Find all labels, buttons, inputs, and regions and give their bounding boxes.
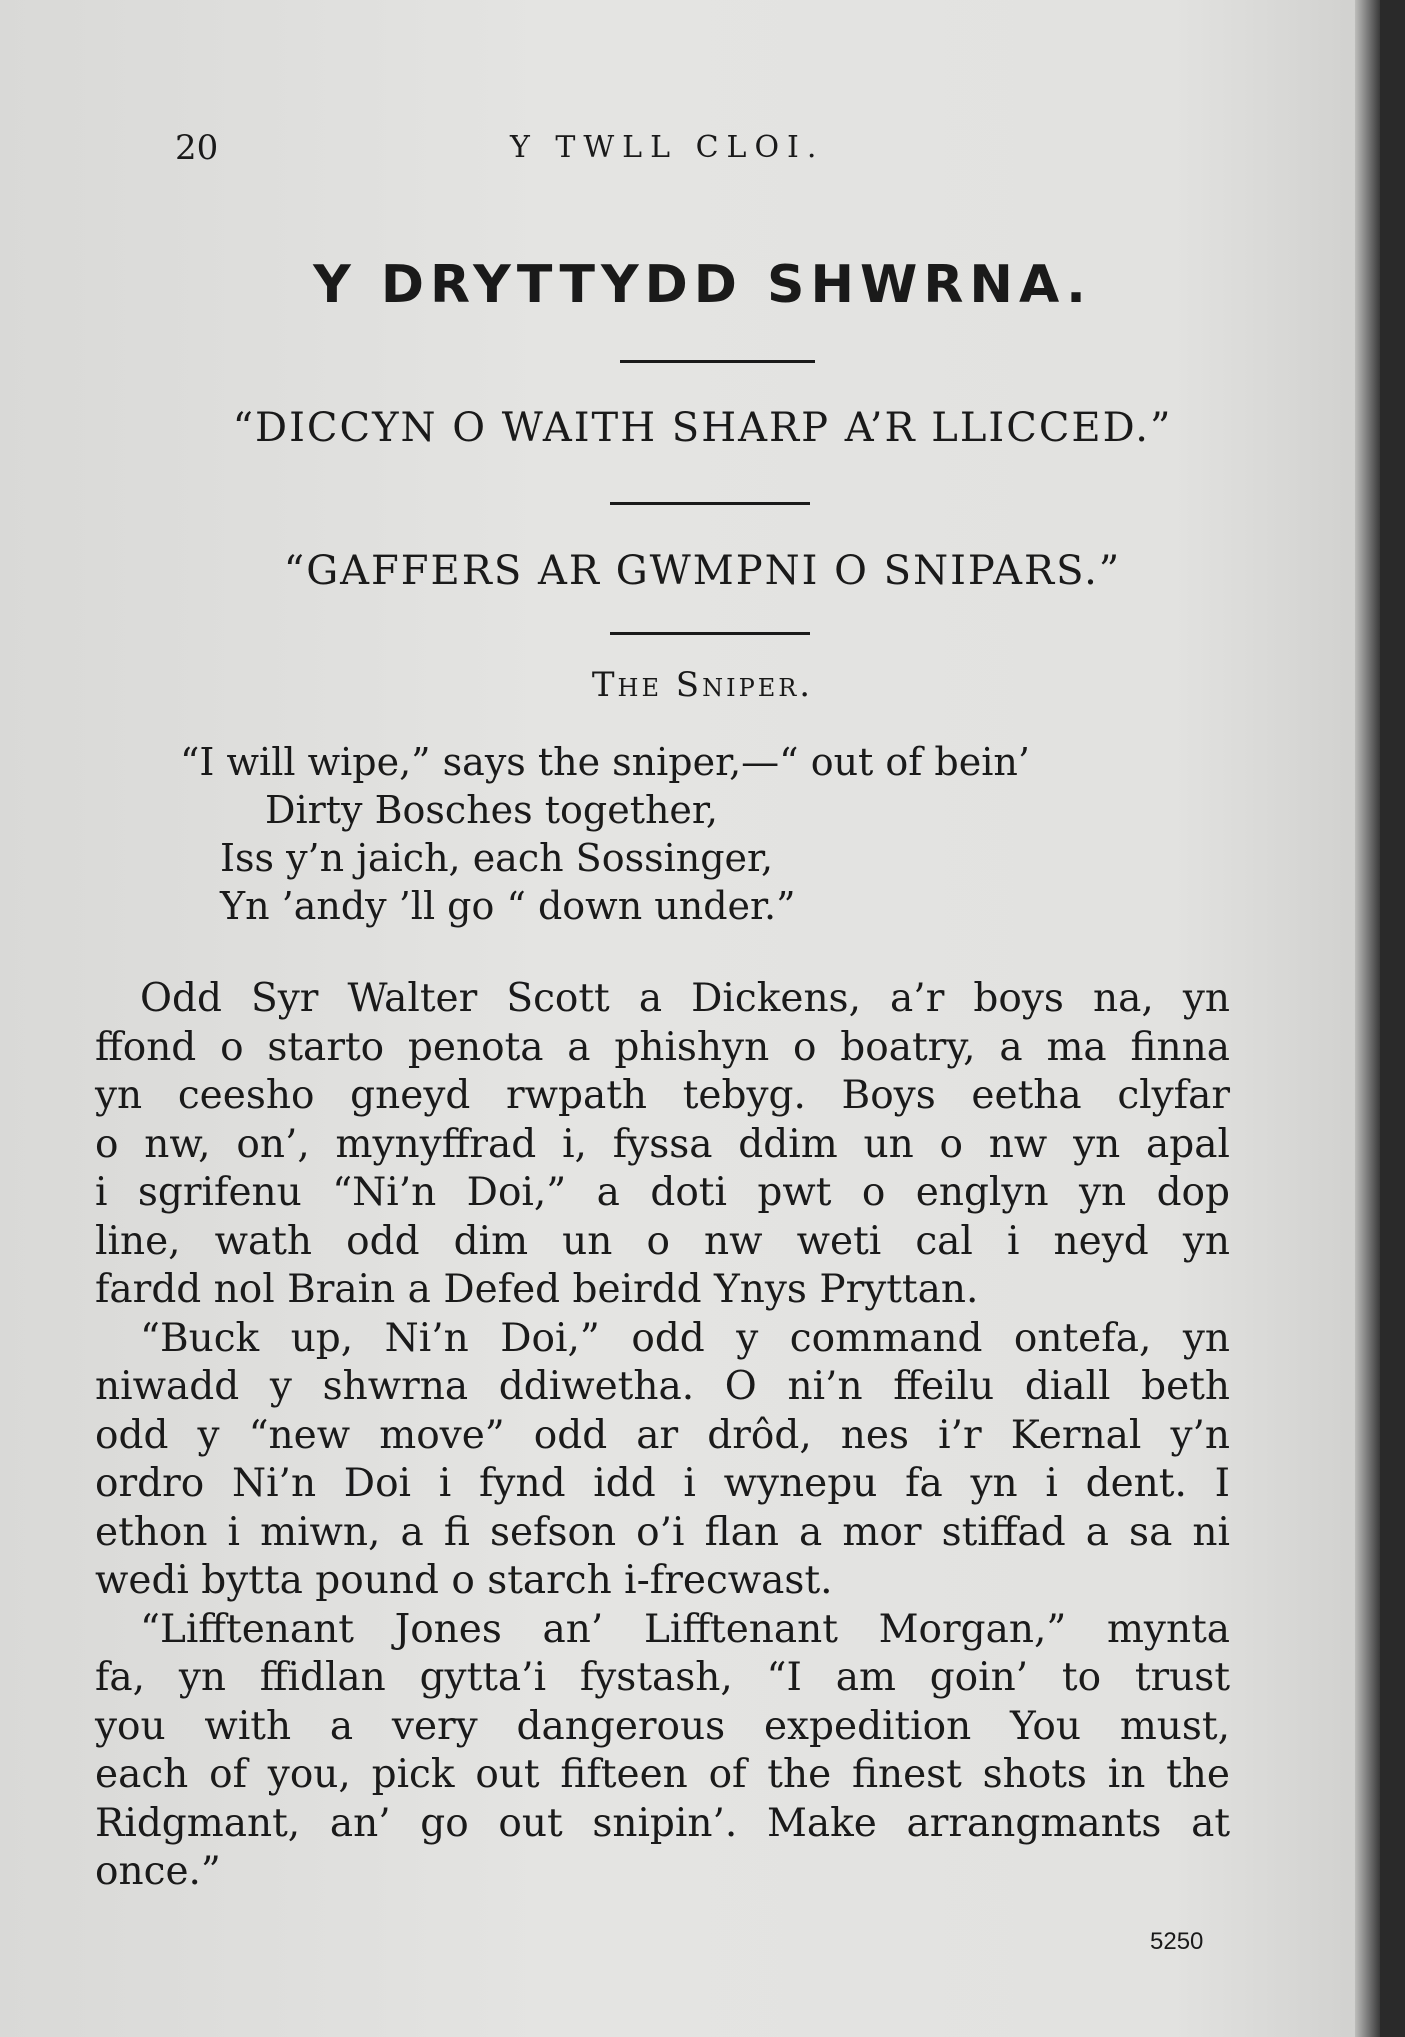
epigraph-quote-2: “GAFFERS AR GWMPNI O SNIPARS.” — [283, 548, 1122, 594]
text-line: ethon i miwn, a fi sefson o’i flan a mor stiffad a sa ni — [95, 1509, 1230, 1555]
paragraph — [95, 1315, 1230, 1606]
text-line: line, wath odd dim un o nw weti cal i neyd yn — [95, 1218, 1230, 1264]
text-line: fardd nol Brain a Defed beirdd Ynys Pryttan. — [95, 1267, 979, 1312]
text-line: Ridgmant, an’ go out snipin’. Make arrangmants at — [95, 1800, 1230, 1846]
text-line: fa, yn ffidlan gytta’i fystash, “I am goin’ to trust — [95, 1655, 1230, 1700]
divider-rule — [610, 502, 810, 505]
catalog-number: 5250 — [1150, 1928, 1204, 1955]
divider-rule — [620, 360, 815, 363]
text-line: ordro Ni’n Doi i fynd idd i wynepu fa yn i dent. I — [95, 1461, 1230, 1506]
page-number: 20 — [175, 128, 219, 168]
running-header — [175, 128, 1275, 178]
text-line: “Lifftenant Jones an’ Lifftenant Morgan,” mynta — [140, 1606, 1230, 1652]
poem-line: “I will wipe,” says the sniper,—“ out of bein’ — [180, 740, 1030, 784]
text-line: odd y “new move” odd ar drôd, nes i’r Kernal y’n — [95, 1412, 1230, 1458]
text-line: o nw, on’, mynyffrad i, fyssa ddim un o nw yn apal — [95, 1121, 1230, 1167]
text-line: once.” — [95, 1849, 221, 1894]
poem-line: Iss y’n jaich, each Sossinger, — [220, 836, 774, 880]
text-line: wedi bytta pound o starch i-frecwast. — [95, 1558, 833, 1603]
text-line: i sgrifenu “Ni’n Doi,” a doti pwt o englyn yn dop — [95, 1170, 1230, 1215]
text-line: each of you, pick out fifteen of the finest shots in the — [95, 1752, 1230, 1797]
text-line: yn ceesho gneyd rwpath tebyg. Boys eetha clyfar — [95, 1073, 1230, 1118]
text-line: “Buck up, Ni’n Doi,” odd y command ontefa, yn — [140, 1315, 1230, 1361]
chapter-title: Y DRYTTYDD SHWRNA. — [313, 255, 1092, 315]
text-line: Odd Syr Walter Scott a Dickens, a’r boys na, yn — [140, 976, 1230, 1021]
poem-line: Yn ’andy ’ll go “ down under.” — [220, 884, 796, 928]
text-line: ffond o starto penota a phishyn o boatry, a ma finna — [95, 1024, 1230, 1070]
poem — [180, 738, 1030, 930]
running-title: Y TWLL CLOI. — [510, 130, 825, 165]
poem-title: The Sniper. — [591, 665, 814, 705]
epigraph-quote-1: “DICCYN O WAITH SHARP A’R LLICCED.” — [232, 405, 1173, 451]
body-text — [95, 975, 1230, 1897]
text-line: you with a very dangerous expedition You must, — [95, 1703, 1230, 1749]
paragraph — [95, 1606, 1230, 1897]
text-line: niwadd y shwrna ddiwetha. O ni’n ffeilu diall beth — [95, 1364, 1230, 1409]
paragraph — [95, 975, 1230, 1315]
poem-line: Dirty Bosches together, — [265, 788, 718, 832]
divider-rule — [610, 632, 810, 635]
